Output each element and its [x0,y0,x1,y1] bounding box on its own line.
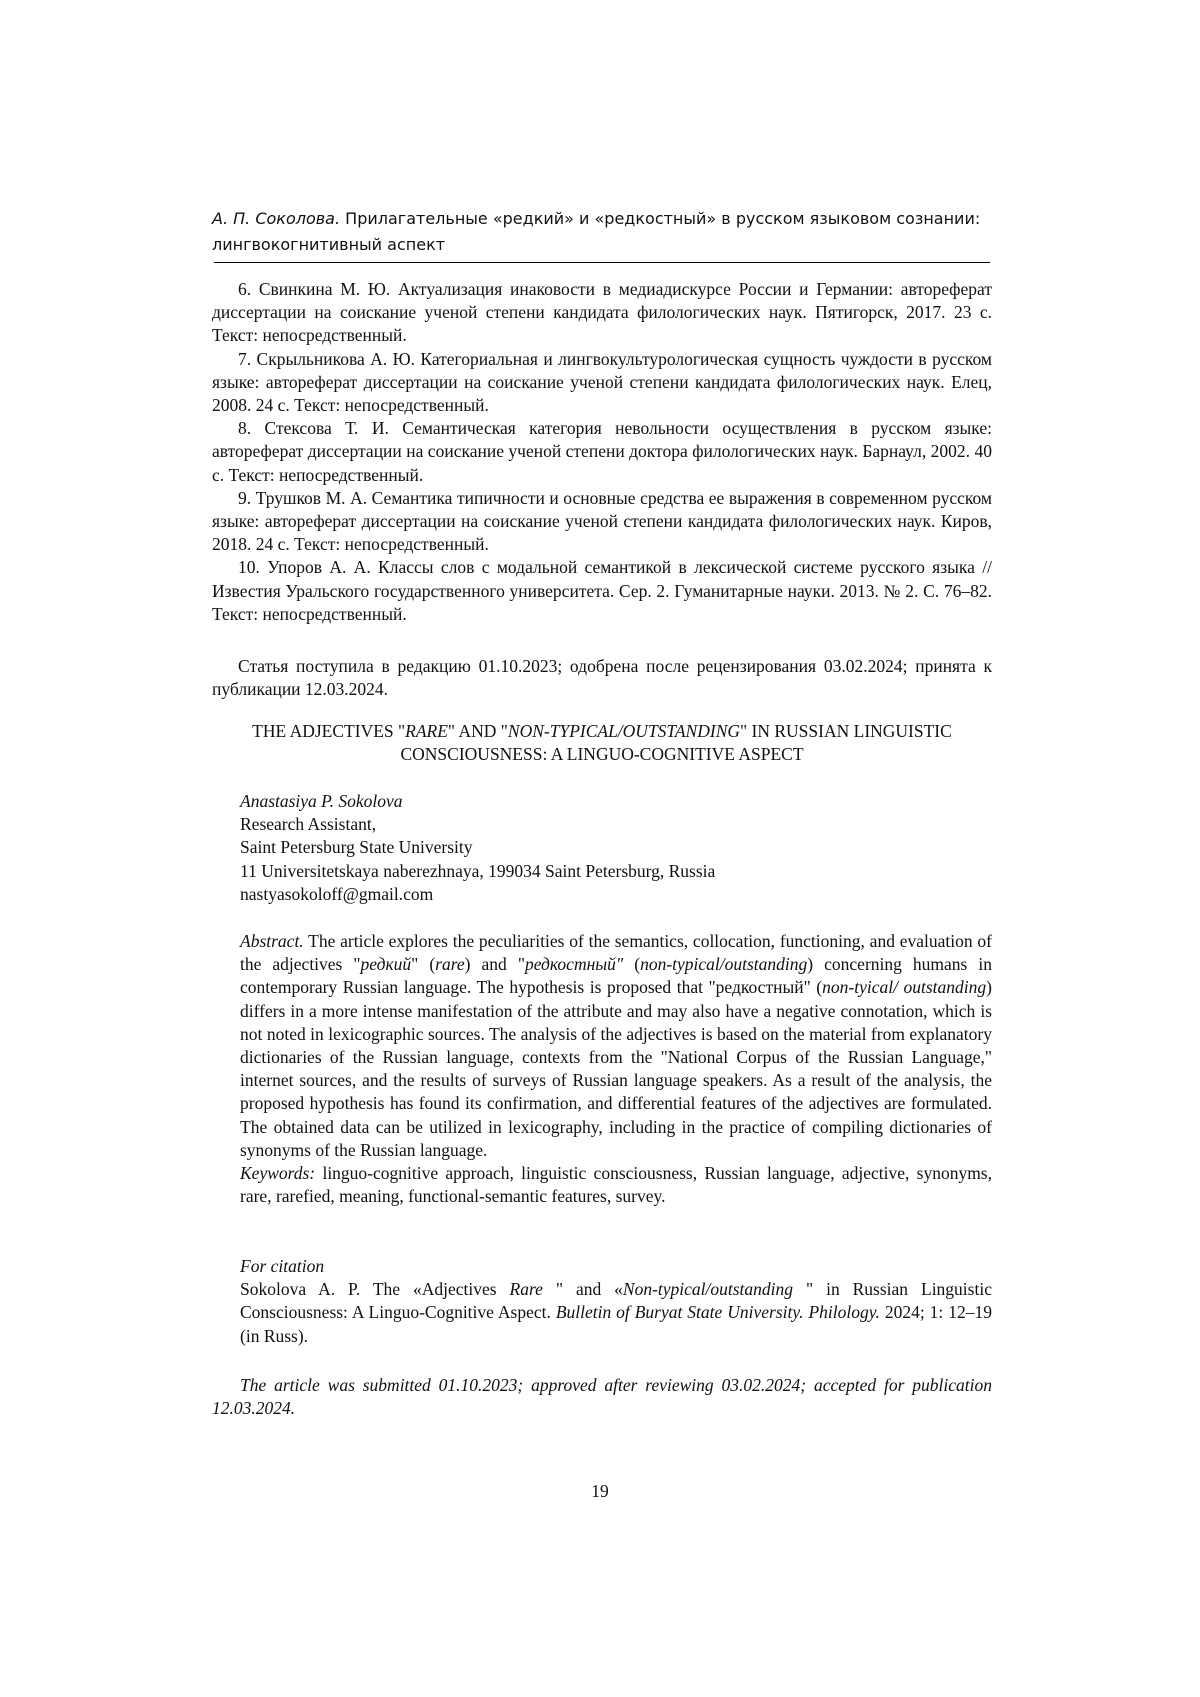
citation-word-rare: Rare [510,1279,543,1299]
citation-block [240,1255,992,1348]
author-email[interactable]: nastyasokoloff@gmail.com [240,883,992,906]
english-title-part2: " AND " [448,721,508,741]
header-rule [214,262,990,263]
reference-list [212,278,992,626]
author-block [240,790,992,906]
abstract-text-5: ) concerning humans in contemporary Russian language. The hypothesis is proposed that "редкостный" ( [240,954,992,997]
abstract-label: Abstract. [240,931,304,951]
abstract-word-redkostny: редкостный" [525,954,623,974]
received-note-ru: Статья поступила в редакцию 01.10.2023; одобрена после рецензирования 03.02.2024; принята к публикации 12.03.2024. [212,655,992,701]
abstract-text-6: ) differs in a more intense manifestation of the attribute and may also have a negative connotation, which is not noted in lexicographic sources. The analysis of the adjectives is based on the material from explanatory dictionaries of the Russian language, contexts from the "National Corpus of the Russian Language," internet sources, and the results of surveys of Russian language speakers. As a result of the analysis, the proposed hypothesis has found its confirmation, and differential features of the adjectives are formulated. The obtained data can be utilized in lexicography, including in the practice of compiling dictionaries of synonyms of the Russian language. [240,977,992,1159]
citation-word-nontypical: Non-typical/outstanding [623,1279,793,1299]
citation-text [240,1278,992,1348]
running-head [212,206,992,258]
reference-item-6: 6. Свинкина М. Ю. Актуализация инаковости в медиадискурсе России и Германии: автореферат диссертации на соискание ученой степени кандидата филологических наук. Пятигорск, 2017. 23 с. Текст: непосредственный. [212,278,992,348]
abstract-word-nontypical: non-typical/outstanding [640,954,807,974]
citation-text-3: " in Russian Linguistic Consciousness: A Linguo-Cognitive Aspect. [240,1279,992,1322]
author-name: Anastasiya P. Sokolova [240,790,992,813]
reference-item-10: 10. Упоров А. А. Классы слов с модальной семантикой в лексической системе русского языка // Известия Уральского государственного университета. Сер. 2. Гуманитарные науки. 2013. № 2. С. 76–82. Текст: непосредственный. [212,556,992,626]
abstract-text-2: " ( [411,954,435,974]
abstract-text-4: ( [623,954,640,974]
english-title-part1: THE ADJECTIVES " [252,721,405,741]
abstract-word-rare: rare [435,954,465,974]
running-head-title: Прилагательные «редкий» и «редкостный» в русском языковом сознании: лингвокогнитивный аспект [212,209,980,254]
keywords-text: linguo-cognitive approach, linguistic consciousness, Russian language, adjective, synonyms, rare, rarefied, meaning, functional-semantic features, survey. [240,1163,992,1206]
running-head-author: А. П. Соколова. [212,209,340,228]
citation-text-4: 2024; 1: 12–19 (in Russ). [240,1302,992,1345]
abstract-paragraph [240,930,992,1162]
english-title-nontypical: NON-TYPICAL/OUTSTANDING [508,721,740,741]
submitted-note-en: The article was submitted 01.10.2023; approved after reviewing 03.02.2024; accepted for publication 12.03.2024. [212,1374,992,1420]
abstract-text-1: The article explores the peculiarities of the semantics, collocation, functioning, and evaluation of the adjectives " [240,931,992,974]
abstract-word-nontyical: non-tyical/ outstanding [822,977,986,997]
page-number: 19 [0,1480,1200,1503]
author-university: Saint Petersburg State University [240,836,992,859]
keywords-paragraph [240,1162,992,1208]
citation-text-2: " and « [543,1279,623,1299]
citation-heading: For citation [240,1255,992,1278]
reference-item-9: 9. Трушков М. А. Семантика типичности и основные средства ее выражения в современном русском языке: автореферат диссертации на соискание ученой степени кандидата филологических наук. Киров, 2018. 24 с. Текст: непосредственный. [212,487,992,557]
keywords-label: Keywords: [240,1163,315,1183]
author-position: Research Assistant, [240,813,992,836]
reference-item-7: 7. Скрыльникова А. Ю. Категориальная и лингвокультурологическая сущность чуждости в русском языке: автореферат диссертации на соискание ученой степени кандидата филологических наук. Елец, 2008. 24 с. Текст: непосредственный. [212,348,992,418]
citation-journal: Bulletin of Buryat State University. Philology. [556,1302,880,1322]
abstract-word-redkiy: редкий [361,954,412,974]
abstract [240,930,992,1208]
author-address: 11 Universitetskaya naberezhnaya, 199034 Saint Petersburg, Russia [240,860,992,883]
english-title [212,720,992,766]
citation-text-1: Sokolova A. P. The «Adjectives [240,1279,510,1299]
reference-item-8: 8. Стексова Т. И. Семантическая категория невольности осуществления в русском языке: автореферат диссертации на соискание ученой степени доктора филологических наук. Барнаул, 2002. 40 с. Текст: непосредственный. [212,417,992,487]
english-title-rare: RARE [405,721,448,741]
abstract-text-3: ) and " [465,954,525,974]
english-title-part3: " IN RUSSIAN LINGUISTIC CONSCIOUSNESS: A LINGUO-COGNITIVE ASPECT [400,721,951,764]
